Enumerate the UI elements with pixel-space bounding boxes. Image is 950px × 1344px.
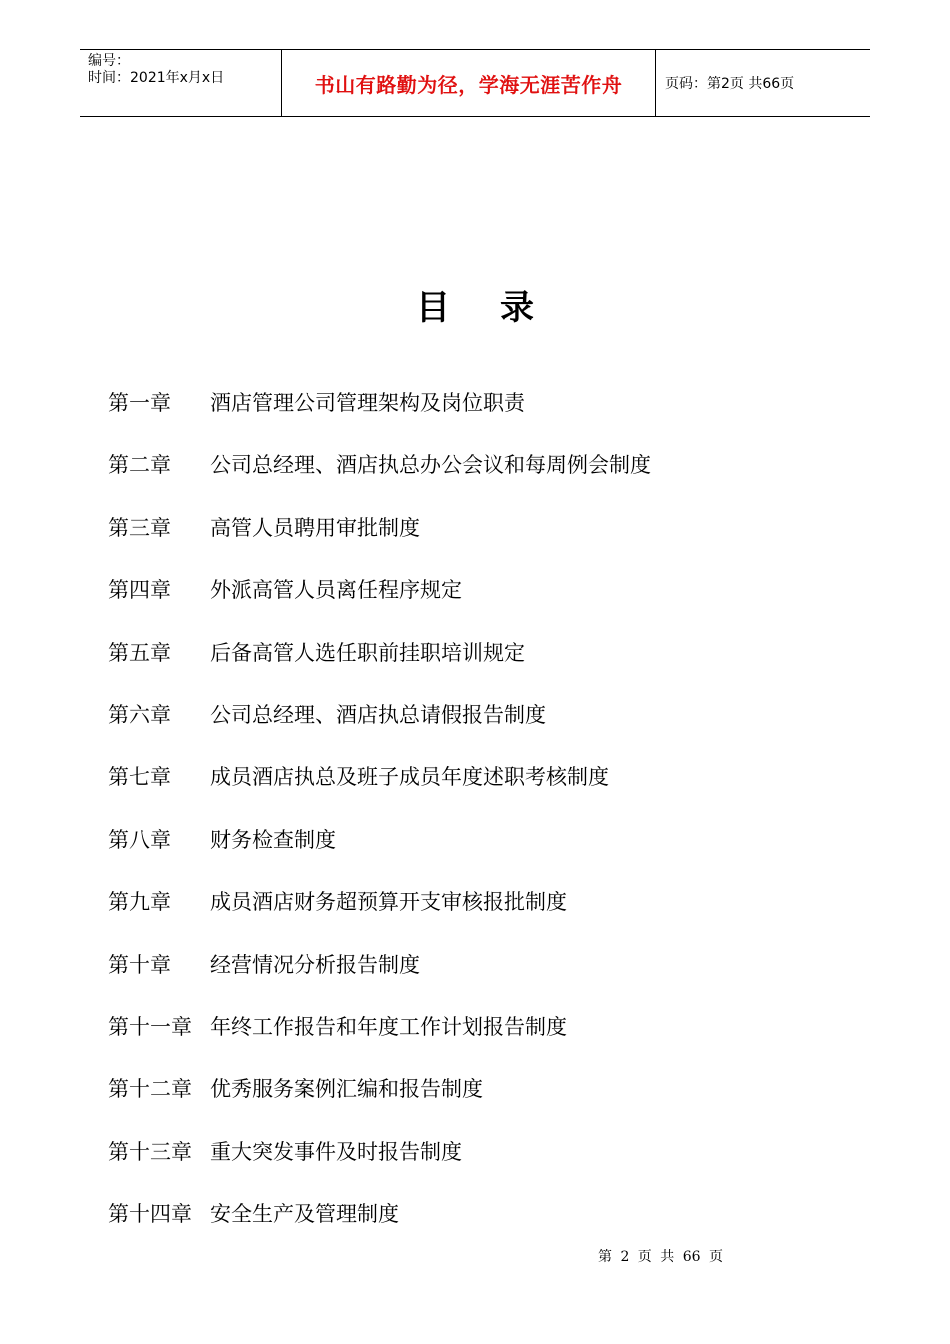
- toc-chapter-title: 后备高管人选任职前挂职培训规定: [210, 640, 525, 665]
- toc-chapter-label: 第十一章: [108, 1014, 192, 1039]
- toc-item[interactable]: [108, 760, 651, 822]
- toc-chapter-label: 第五章: [108, 640, 171, 665]
- toc-item[interactable]: [108, 636, 651, 698]
- toc-chapter-title: 经营情况分析报告制度: [210, 952, 420, 977]
- toc-chapter-title: 安全生产及管理制度: [210, 1202, 399, 1227]
- toc-chapter-label: 第七章: [108, 765, 171, 790]
- toc-chapter-label: 第三章: [108, 515, 171, 540]
- footer-page-number: 第 2 页 共 66 页: [598, 1249, 723, 1265]
- toc-chapter-title: 高管人员聘用审批制度: [210, 515, 420, 540]
- toc-title: [0, 280, 950, 329]
- toc-chapter-title: 优秀服务案例汇编和报告制度: [210, 1077, 483, 1102]
- toc-chapter-title: 公司总经理、酒店执总办公会议和每周例会制度: [210, 453, 651, 478]
- toc-chapter-title: 酒店管理公司管理架构及岗位职责: [210, 391, 525, 415]
- toc-item[interactable]: [108, 511, 651, 573]
- toc-item[interactable]: [108, 948, 651, 1010]
- toc-chapter-title: 成员酒店财务超预算开支审核报批制度: [210, 890, 567, 915]
- header-motto-cell: [282, 50, 656, 116]
- header-meta-cell: [80, 50, 282, 116]
- toc-item[interactable]: [108, 1072, 651, 1134]
- toc-chapter-label: 第二章: [108, 453, 171, 478]
- document-header: [80, 49, 870, 117]
- toc-item[interactable]: [108, 448, 651, 510]
- toc-chapter-label: 第六章: [108, 702, 171, 727]
- toc-item[interactable]: [108, 698, 651, 760]
- toc-chapter-label: 第八章: [108, 827, 171, 852]
- toc-chapter-label: 第四章: [108, 578, 171, 603]
- toc-item[interactable]: [108, 1197, 651, 1259]
- header-page-info: 页码：第2页 共66页: [665, 76, 795, 92]
- toc-title-char-2: 录: [500, 288, 534, 328]
- toc-chapter-title: 重大突发事件及时报告制度: [210, 1139, 462, 1164]
- toc-chapter-label: 第十二章: [108, 1077, 192, 1102]
- page-footer: [598, 1246, 723, 1266]
- toc-chapter-label: 第十四章: [108, 1202, 192, 1227]
- toc-chapter-label: 第十三章: [108, 1139, 192, 1164]
- toc-item[interactable]: [108, 573, 651, 635]
- toc-chapter-label: 第一章: [108, 391, 171, 415]
- toc-item[interactable]: [108, 885, 651, 947]
- toc-chapter-title: 财务检查制度: [210, 827, 336, 852]
- toc-item[interactable]: [108, 386, 651, 448]
- header-page-cell: [656, 50, 870, 116]
- toc-chapter-title: 公司总经理、酒店执总请假报告制度: [210, 702, 546, 727]
- toc-item[interactable]: [108, 823, 651, 885]
- toc-chapter-title: 年终工作报告和年度工作计划报告制度: [210, 1014, 567, 1039]
- document-number-label: 编号：: [88, 53, 130, 69]
- toc-list: [108, 386, 651, 1259]
- toc-title-char-1: 目: [416, 288, 450, 328]
- toc-chapter-label: 第十章: [108, 952, 171, 977]
- toc-chapter-title: 外派高管人员离任程序规定: [210, 578, 462, 603]
- toc-chapter-label: 第九章: [108, 890, 171, 915]
- document-time-label: 时间：2021年x月x日: [88, 70, 225, 86]
- toc-chapter-title: 成员酒店执总及班子成员年度述职考核制度: [210, 765, 609, 790]
- toc-item[interactable]: [108, 1010, 651, 1072]
- header-motto: 书山有路勤为径，学海无涯苦作舟: [314, 72, 623, 97]
- toc-item[interactable]: [108, 1135, 651, 1197]
